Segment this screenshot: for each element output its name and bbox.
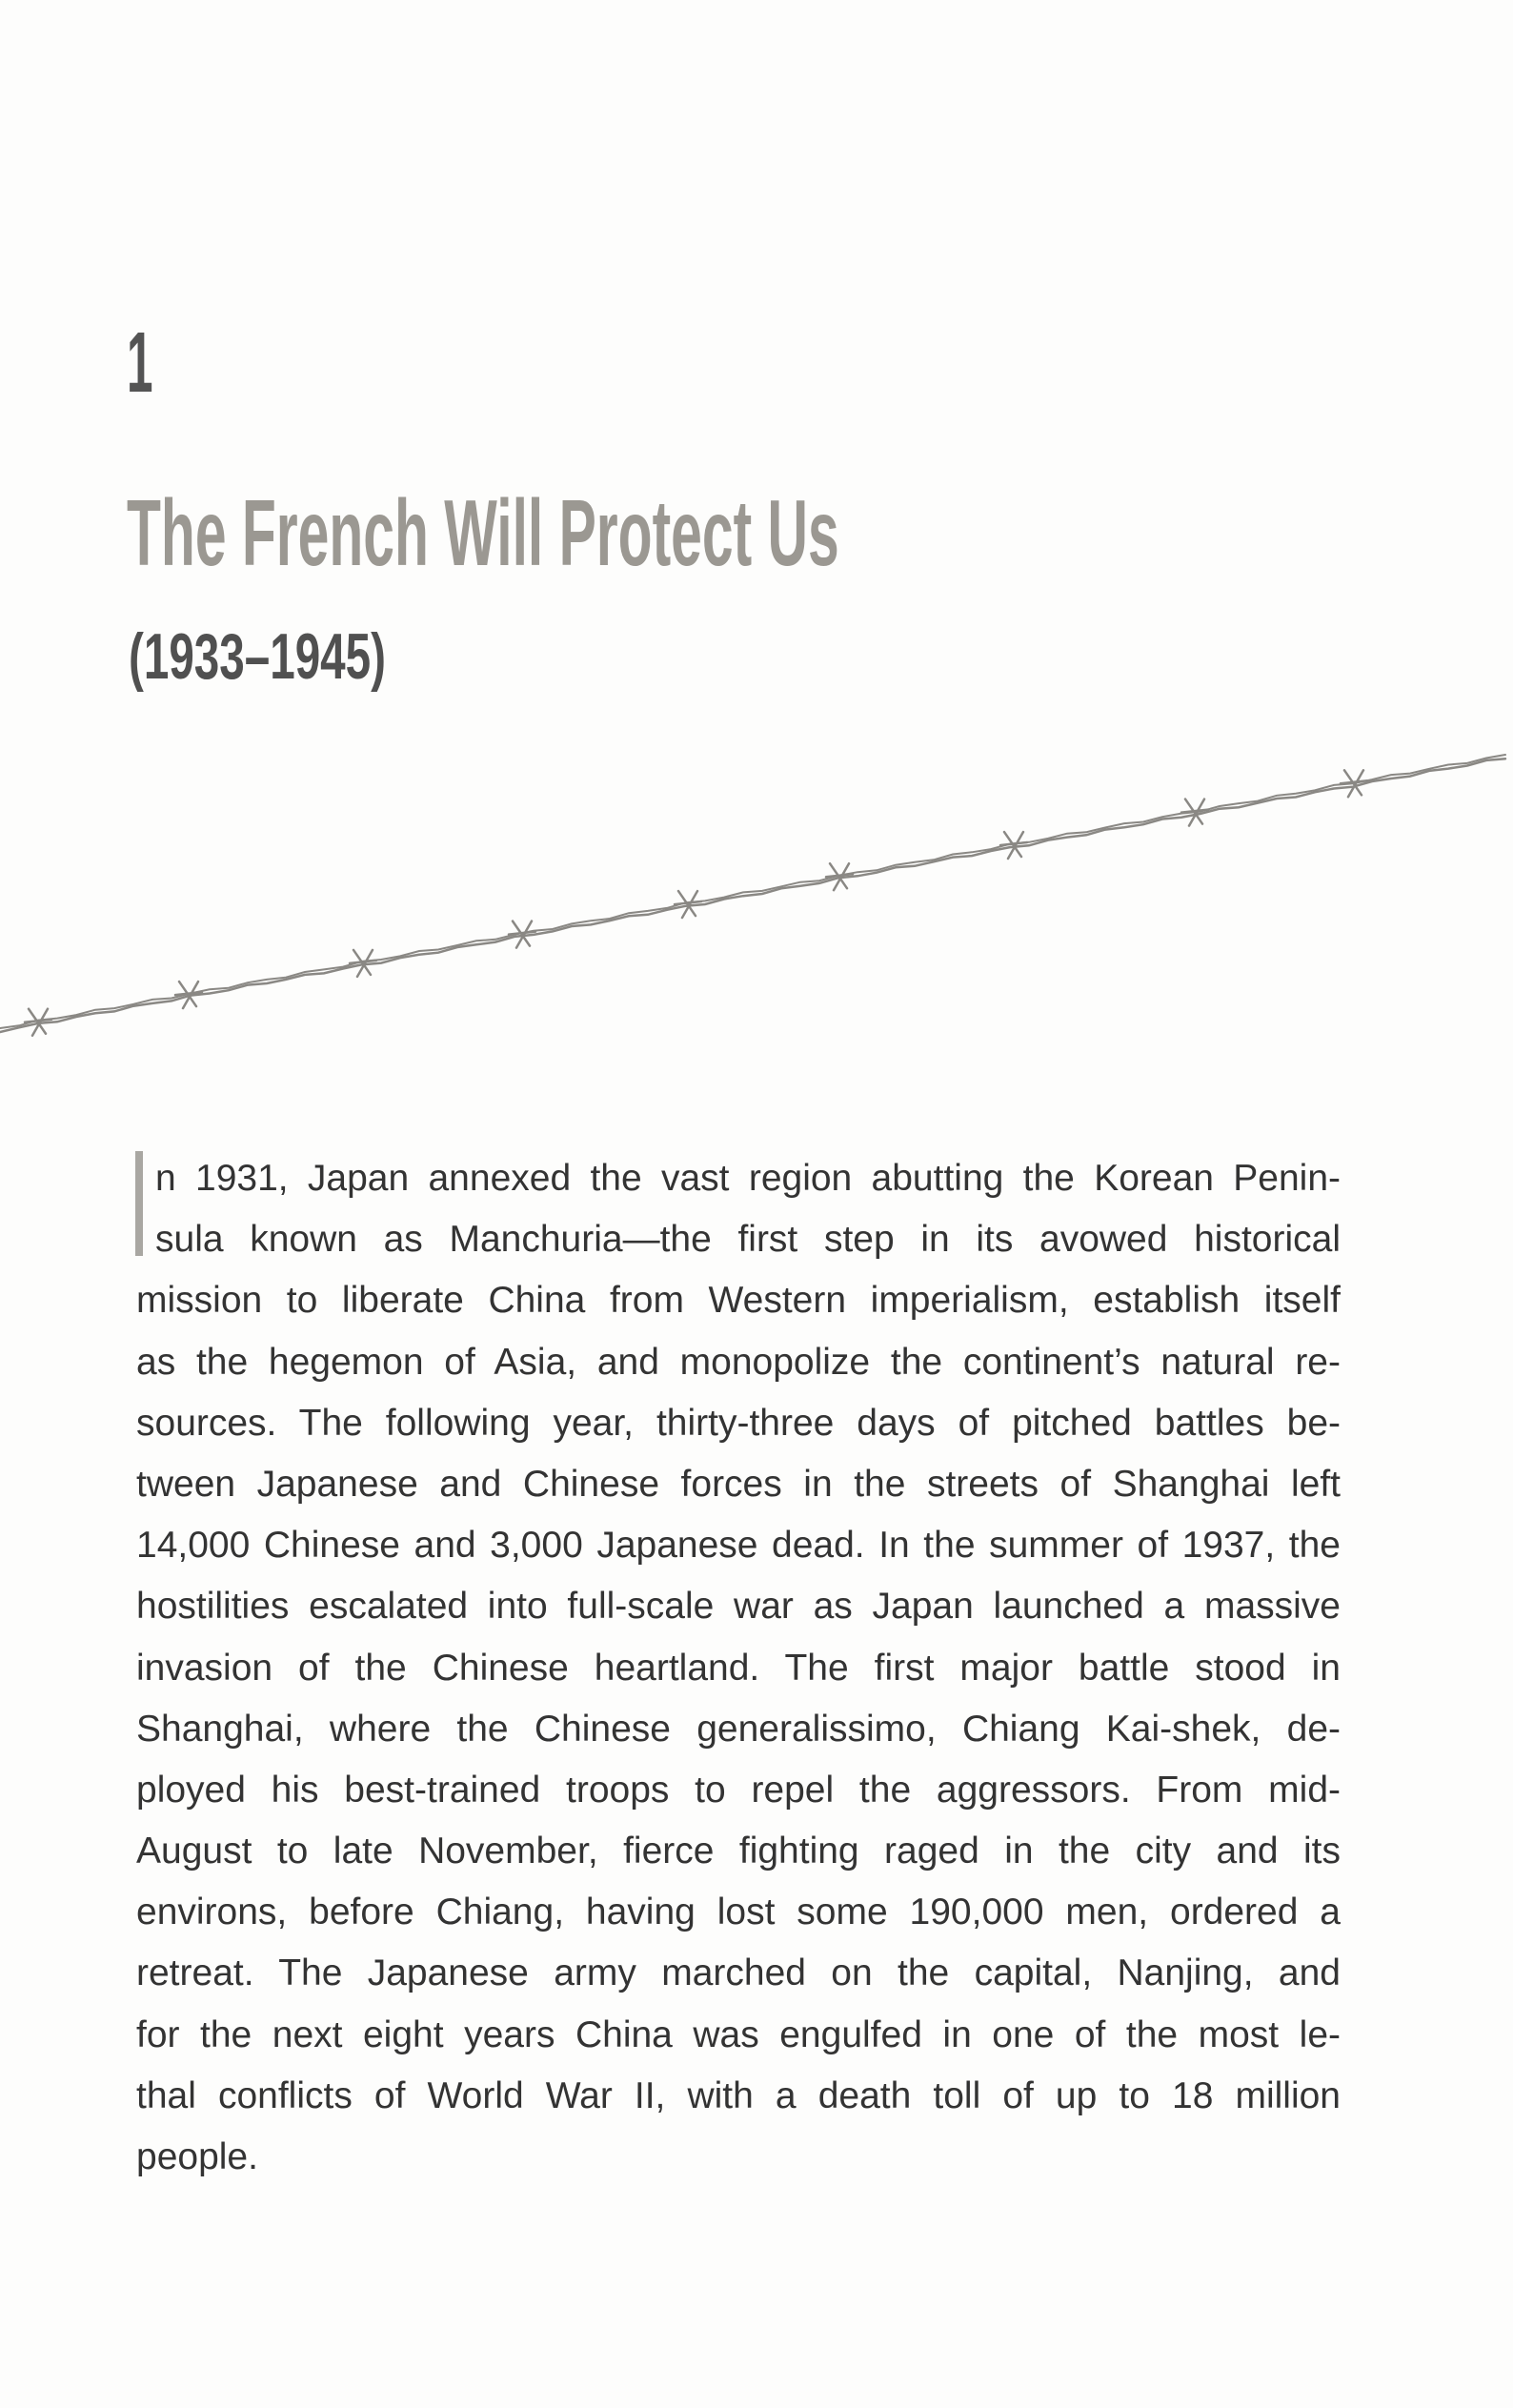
body-line: mission to liberate China from Western imperialism, establish itself xyxy=(136,1280,1341,1322)
body-line: environs, before Chiang, having lost some 190,000 men, ordered a xyxy=(136,1892,1341,1933)
body-line: invasion of the Chinese heartland. The first major battle stood in xyxy=(136,1647,1341,1689)
body-line: thal conflicts of World War II, with a death toll of up to 18 million xyxy=(136,2074,1341,2116)
body-line: tween Japanese and Chinese forces in the streets of Shanghai left xyxy=(136,1463,1341,1505)
body-line: as the hegemon of Asia, and monopolize the continent’s natural re- xyxy=(136,1341,1341,1383)
body-line: retreat. The Japanese army marched on the capital, Nanjing, and xyxy=(136,1953,1341,1994)
body-line: hostilities escalated into full-scale war as Japan launched a massive xyxy=(136,1586,1341,1628)
body-line: people. xyxy=(136,2136,258,2177)
chapter-title: The French Will Protect Us xyxy=(127,480,839,585)
body-line: 14,000 Chinese and 3,000 Japanese dead. In the summer of 1937, the xyxy=(136,1525,1341,1567)
body-paragraph xyxy=(136,1148,1341,2188)
body-line: August to late November, fierce fighting raged in the city and its xyxy=(136,1831,1341,1872)
body-line: n 1931, Japan annexed the vast region abutting the Korean Penin- xyxy=(155,1158,1341,1199)
body-line: sources. The following year, thirty-three days of pitched battles be- xyxy=(136,1402,1341,1444)
chapter-dates: (1933–1945) xyxy=(129,620,386,693)
body-line: Shanghai, where the Chinese generalissimo, Chiang Kai-shek, de- xyxy=(136,1708,1341,1750)
body-line: sula known as Manchuria—the first step in its avowed historical xyxy=(155,1219,1341,1261)
chapter-number: 1 xyxy=(127,315,153,411)
barbed-wire-illustration xyxy=(0,724,1513,1067)
body-line: for the next eight years China was engulfed in one of the most le- xyxy=(136,2013,1341,2055)
body-line: ployed his best-trained troops to repel the aggressors. From mid- xyxy=(136,1769,1341,1811)
